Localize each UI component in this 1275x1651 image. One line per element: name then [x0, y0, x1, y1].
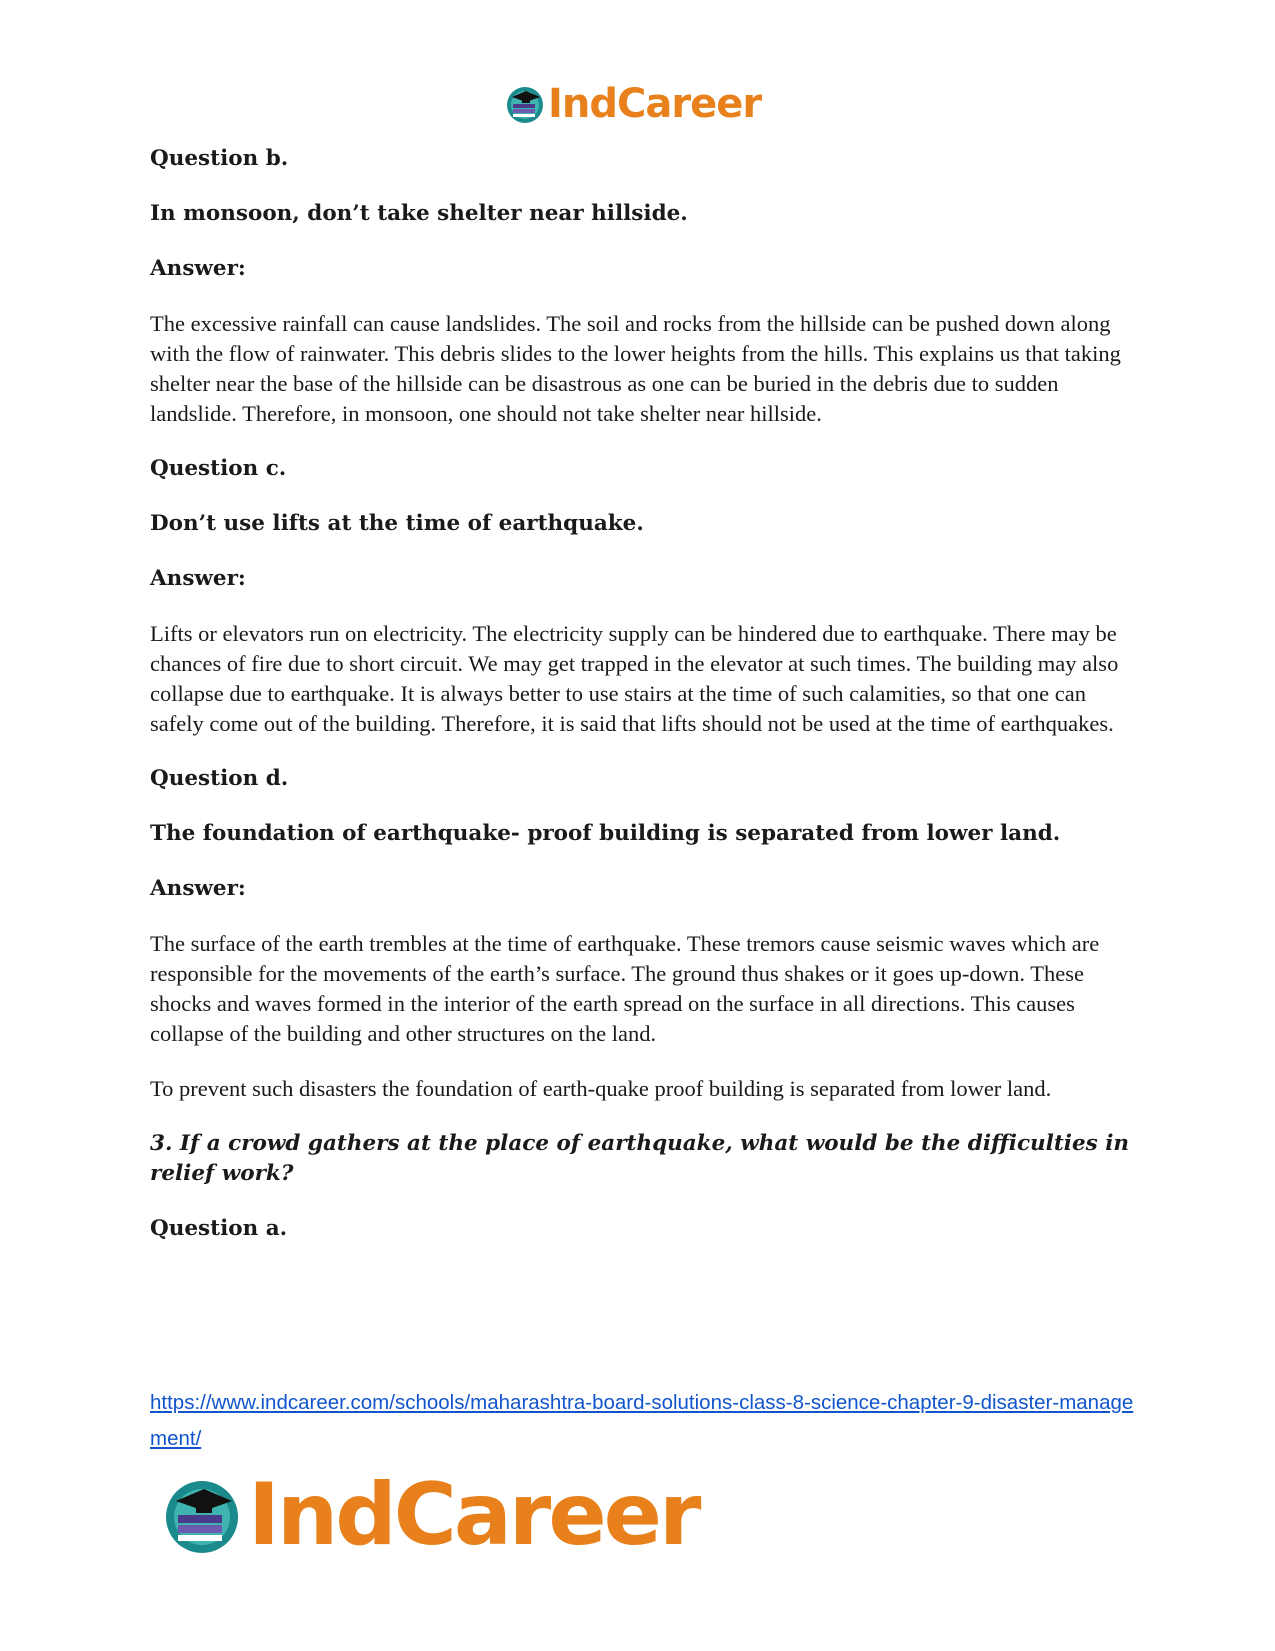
section-heading: 3. If a crowd gathers at the place of earthquake, what would be the difficulties in relief work?	[150, 1131, 1130, 1186]
graduation-book-icon	[160, 1473, 244, 1557]
question-label: Question d.	[150, 766, 289, 791]
answer-label: Answer:	[150, 256, 246, 281]
answer-label: Answer:	[150, 876, 246, 901]
answer-label: Answer:	[150, 566, 246, 591]
header-logo	[504, 80, 761, 128]
footer-logo	[160, 1465, 699, 1565]
question-title: The foundation of earthquake- proof building is separated from lower land.	[150, 821, 1061, 846]
question-label: Question c.	[150, 456, 287, 481]
answer-paragraph: To prevent such disasters the foundation of earth-quake proof building is separated from lower land.	[150, 1076, 1052, 1101]
question-label: Question b.	[150, 146, 289, 171]
question-title: In monsoon, don’t take shelter near hillside.	[150, 201, 688, 226]
question-title: Don’t use lifts at the time of earthquake.	[150, 511, 644, 536]
document-body	[150, 144, 1135, 1269]
answer-paragraph: The surface of the earth trembles at the time of earthquake. These tremors cause seismic waves which are responsible for the movements of the earth’s surface. The ground thus shakes or it goes up-down. These shocks and waves formed in the interior of the earth spread on the surface in all directions. This causes collapse of the building and other structures on the land.	[150, 931, 1100, 1046]
graduation-book-icon	[504, 83, 546, 125]
logo-text: IndCareer	[248, 1465, 699, 1565]
logo-text: IndCareer	[548, 81, 762, 127]
answer-paragraph: Lifts or elevators run on electricity. The electricity supply can be hindered due to earthquake. There may be chances of fire due to short circuit. We may get trapped in the elevator at such times. The building may also collapse due to earthquake. It is always better to use stairs at the time of such calamities, so that one can safely come out of the building. Therefore, it is said that lifts should not be used at the time of earthquakes.	[150, 621, 1119, 736]
answer-paragraph: The excessive rainfall can cause landslides. The soil and rocks from the hillside can be pushed down along with the flow of rainwater. This debris slides to the lower heights from the hills. This explains us that taking shelter near the base of the hillside can be disastrous as one can be buried in the debris due to sudden landslide. Therefore, in monsoon, one should not take shelter near hillside.	[150, 311, 1121, 426]
source-url-link[interactable]: https://www.indcareer.com/schools/maharashtra-board-solutions-class-8-science-chapter-9-disaster-management/	[150, 1391, 1134, 1450]
question-label: Question a.	[150, 1216, 288, 1241]
